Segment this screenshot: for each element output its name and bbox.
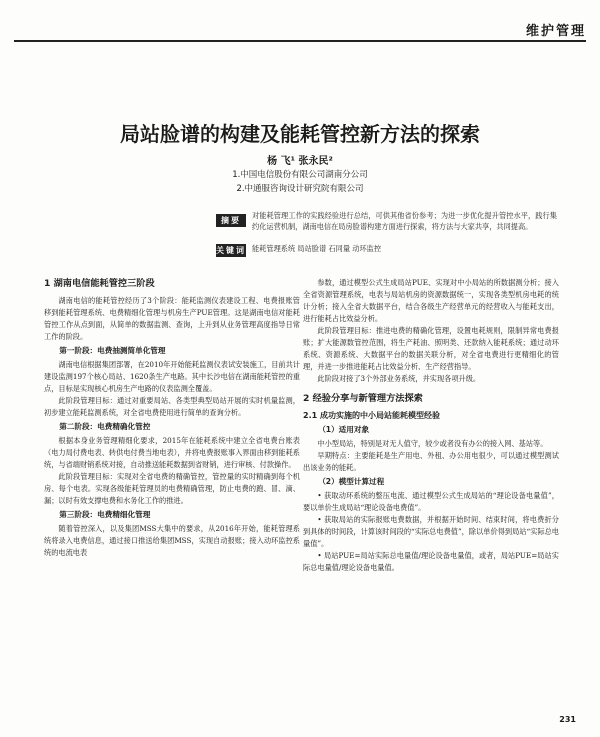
paragraph: 湖南电信根据集团部署，在2010年开始能耗监测仪表试安装施工，目前共计建设监测197个核心局站、1620条生产电路。其中长沙电信在湖南能耗管控的重点，目标是实现核心机房生产电路的仪表监测全覆盖。: [44, 360, 300, 393]
header-rule: [14, 16, 586, 42]
authors: 杨 飞¹ 张永民²: [267, 156, 333, 167]
paragraph: • 获取局站的实际报账电费数据，并根据开始时间、结束时间，将电费折分到具体的时间段，计算该时间段的“实际总电费值”，除以单价得到局站“实际总电量值”。: [303, 515, 559, 548]
paragraph: 中小型局站，特别是对无人值守，较少或者没有办公的接入网、基站等。: [317, 439, 548, 448]
right-column: [303, 277, 559, 574]
left-column: [44, 277, 300, 559]
paragraph: 此阶段管理目标：推进电费的精确化管理，设置电耗规则，限制异常电费报账；扩大能源数管控范围，将生产耗油、照明类、还款纳入能耗系统；通过动环系统、资源系统、大数据平台的数据关联分析，对全省电费进行更精细化的管理，并进一步推进能耗占比效益分析、生产经营指导。: [303, 326, 559, 371]
subheading: 第三阶段：电费精细化管理: [59, 510, 151, 519]
paragraph: • 局站PUE=局站实际总电量值/理论设备电量值，或者，局站PUE=局站实际总电量值/理论设备电量值。: [303, 551, 559, 572]
section-heading: 2 经验分享与新管理方法探索: [303, 393, 423, 404]
section-header: 维护管理: [525, 24, 586, 39]
subheading: 第二阶段：电费精确化管控: [59, 422, 151, 431]
keywords-label: 关键词: [216, 246, 246, 255]
paragraph: 此阶段对接了3个外部业务系统，并实现各项升级。: [317, 374, 481, 383]
article-title: 局站脸谱的构建及能耗管控新方法的探索: [120, 122, 480, 146]
keywords-text: 能耗管理系统 局站脸谱 石同量 动环监控: [252, 244, 382, 253]
abstract-text: 对能耗管理工作的实践经验进行总结，可供其他省份参考；为进一步优化提升管控水平，践行集约化运营机制，湖南电信在局房脸谱构建方面进行探索，将方法与大家共享，共同提高。: [252, 211, 557, 231]
paragraph: 湖南电信的能耗管控经历了3个阶段：能耗监测仪表建设工程、电费报账管移到能耗管理系统、电费精细化管理与机房生产PUE管理。这是湖南电信对能耗管控工作从点到面，从简单的数据监测、查询，上升到从业务管理高度指导日常工作的阶段。: [44, 296, 300, 341]
paragraph: • 获取动环系统的整压电流、通过模型公式生成局站的“理论设备电量值”，要以单价生成局站“理论设备电费值”。: [303, 491, 559, 512]
affiliation-2: 2.中通服咨询设计研究院有限公司: [236, 184, 364, 194]
paragraph: 参数，通过模型公式生成局站PUE、实现对中小局站的所数据测分析；接入全省资源管理系统，电表与局站机房的资源数据统一，实现各类型机房电耗的统计分析；接入全省大数据平台，结合各级生产经营单元的经营收入与能耗支出，进行能耗占比效益分析。: [303, 278, 559, 323]
subheading: （2）模型计算过程: [318, 477, 385, 486]
paragraph: 此阶段管理目标：通过对重要局站、各类型典型局站开展的实时机量监测，初步建立能耗监测系统，对全省电费使用进行简单的查询分析。: [44, 396, 300, 417]
subheading: 第一阶段：电费抽测简单化管理: [59, 346, 166, 355]
subheading: （1）适用对象: [318, 425, 370, 434]
abstract-label: 摘要: [216, 214, 246, 227]
paragraph: 早期特点：主要能耗是生产用电、外租、办公用电很少，可以通过模型测试出该业务的能耗。: [303, 451, 559, 472]
paragraph: 随着管控深入，以及集团MSS大集中的要求，从2016年开始，能耗管理系统将录入电费信息，通过接口推送给集团MSS，实现自动报账；接入动环监控系统的电流电表: [44, 524, 300, 557]
section-heading: 1 湖南电信能耗管控三阶段: [44, 278, 155, 289]
paragraph: 此阶段管理目标：实现对全省电费的精确管控，管控量的实时精确到每个机房、每个电表。实现各级能耗管理员的电费精确管理，防止电费的跑、冒、滴、漏；以时有效支撑电费和水务化工作的推进。: [44, 472, 300, 505]
paragraph: 根据本身业务管理精细化要求，2015年在能耗系统中建立全省电费台账表（电力局付费电表、转供电付费当地电表），并将电费报账事入界面由移到能耗系统，与省端财销系统对接，自动推送能耗数据到省财销，进行审核、付款操作。: [44, 436, 300, 469]
affiliation-1: 1.中国电信股份有限公司湖南分公司: [232, 170, 368, 180]
subsection-heading: 2.1 成功实施的中小局站能耗模型经验: [303, 411, 440, 420]
page-number: 231: [559, 715, 576, 724]
